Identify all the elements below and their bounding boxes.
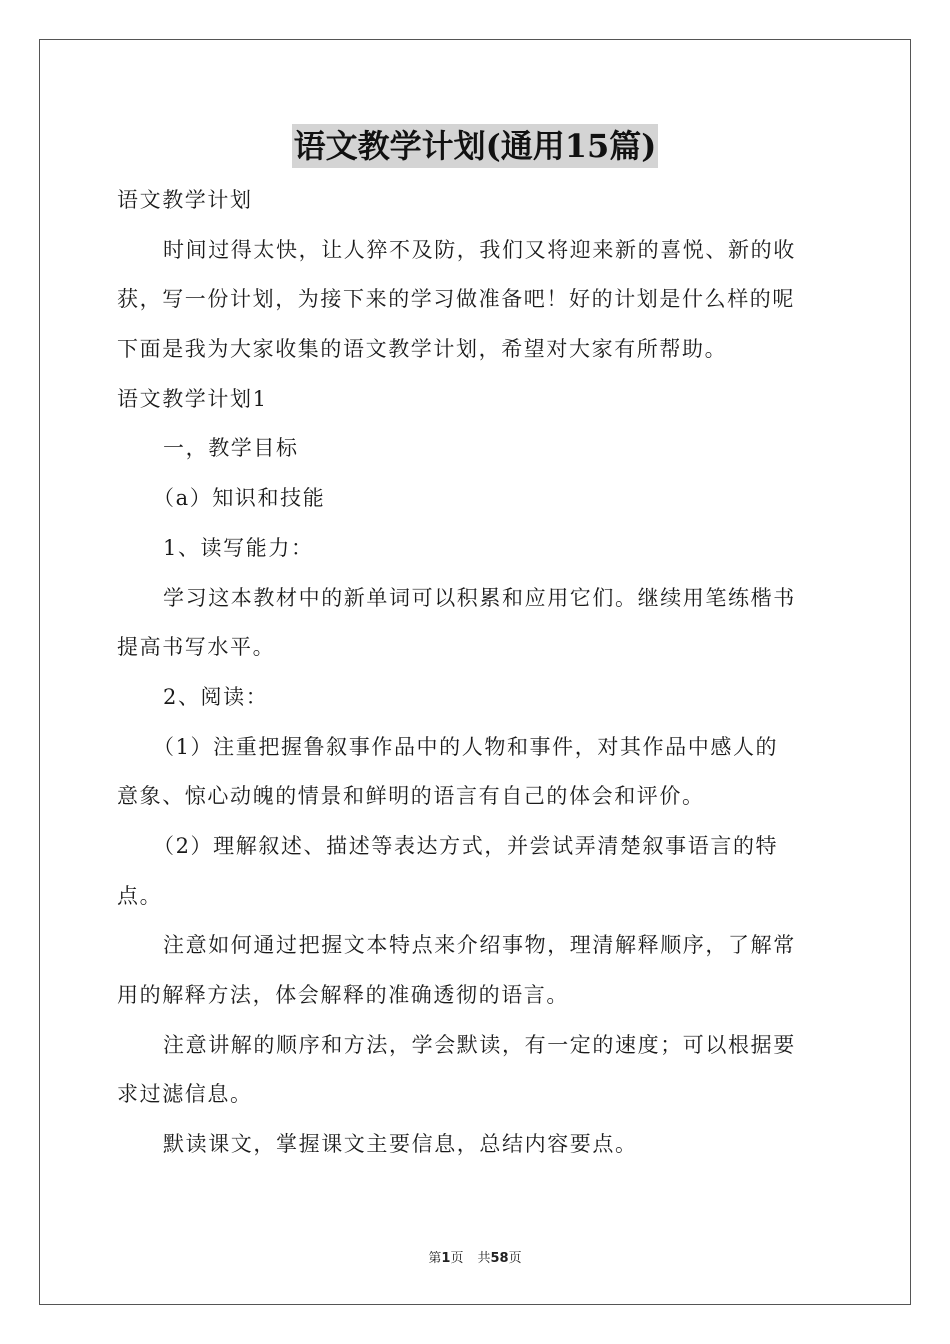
document-title: 语文教学计划(通用15篇)	[292, 124, 659, 168]
section-heading: 语文教学计划	[117, 188, 253, 212]
paragraph-line: 学习这本教材中的新单词可以积累和应用它们。继续用笔练楷书	[163, 585, 796, 610]
paragraph-line: 1、读写能力：	[163, 535, 314, 560]
document-body	[117, 176, 837, 1170]
total-suffix: 页	[508, 1251, 522, 1266]
paragraph-line: 意象、惊心动魄的情景和鲜明的语言有自己的体会和评价。	[117, 784, 705, 809]
total-pages: 58	[490, 1251, 509, 1266]
total-prefix: 共	[477, 1251, 491, 1266]
paragraph-line: 提高书写水平。	[117, 635, 276, 660]
paragraph-line: 获，写一份计划，为接下来的学习做准备吧！好的计划是什么样的呢	[117, 287, 795, 312]
paragraph-line: 下面是我为大家收集的语文教学计划，希望对大家有所帮助。	[117, 337, 728, 362]
section-heading: 语文教学计划1	[117, 386, 268, 411]
paragraph-line: （2）理解叙述、描述等表达方式，并尝试弄清楚叙事语言的特	[153, 833, 779, 858]
paragraph-line: 求过滤信息。	[117, 1082, 253, 1107]
paragraph-line: 默读课文，掌握课文主要信息，总结内容要点。	[163, 1132, 638, 1157]
paragraph-line: 2、阅读：	[163, 684, 269, 709]
paragraph-line: （a）知识和技能	[153, 486, 326, 511]
page-number: 1	[441, 1251, 451, 1266]
paragraph-line: 点。	[117, 883, 163, 908]
title-container	[0, 124, 950, 168]
paragraph-line: 注意如何通过把握文本特点来介绍事物，理清解释顺序，了解常	[163, 933, 796, 958]
page-footer	[0, 1247, 950, 1266]
paragraph-line: 时间过得太快，让人猝不及防，我们又将迎来新的喜悦、新的收	[163, 237, 796, 262]
paragraph-line: （1）注重把握鲁叙事作品中的人物和事件，对其作品中感人的	[153, 734, 779, 759]
page-prefix: 第	[428, 1251, 442, 1266]
paragraph-line: 一，教学目标	[163, 436, 299, 461]
page-suffix: 页	[450, 1251, 464, 1266]
paragraph-line: 用的解释方法，体会解释的准确透彻的语言。	[117, 983, 569, 1007]
paragraph-line: 注意讲解的顺序和方法，学会默读，有一定的速度；可以根据要	[163, 1032, 796, 1057]
